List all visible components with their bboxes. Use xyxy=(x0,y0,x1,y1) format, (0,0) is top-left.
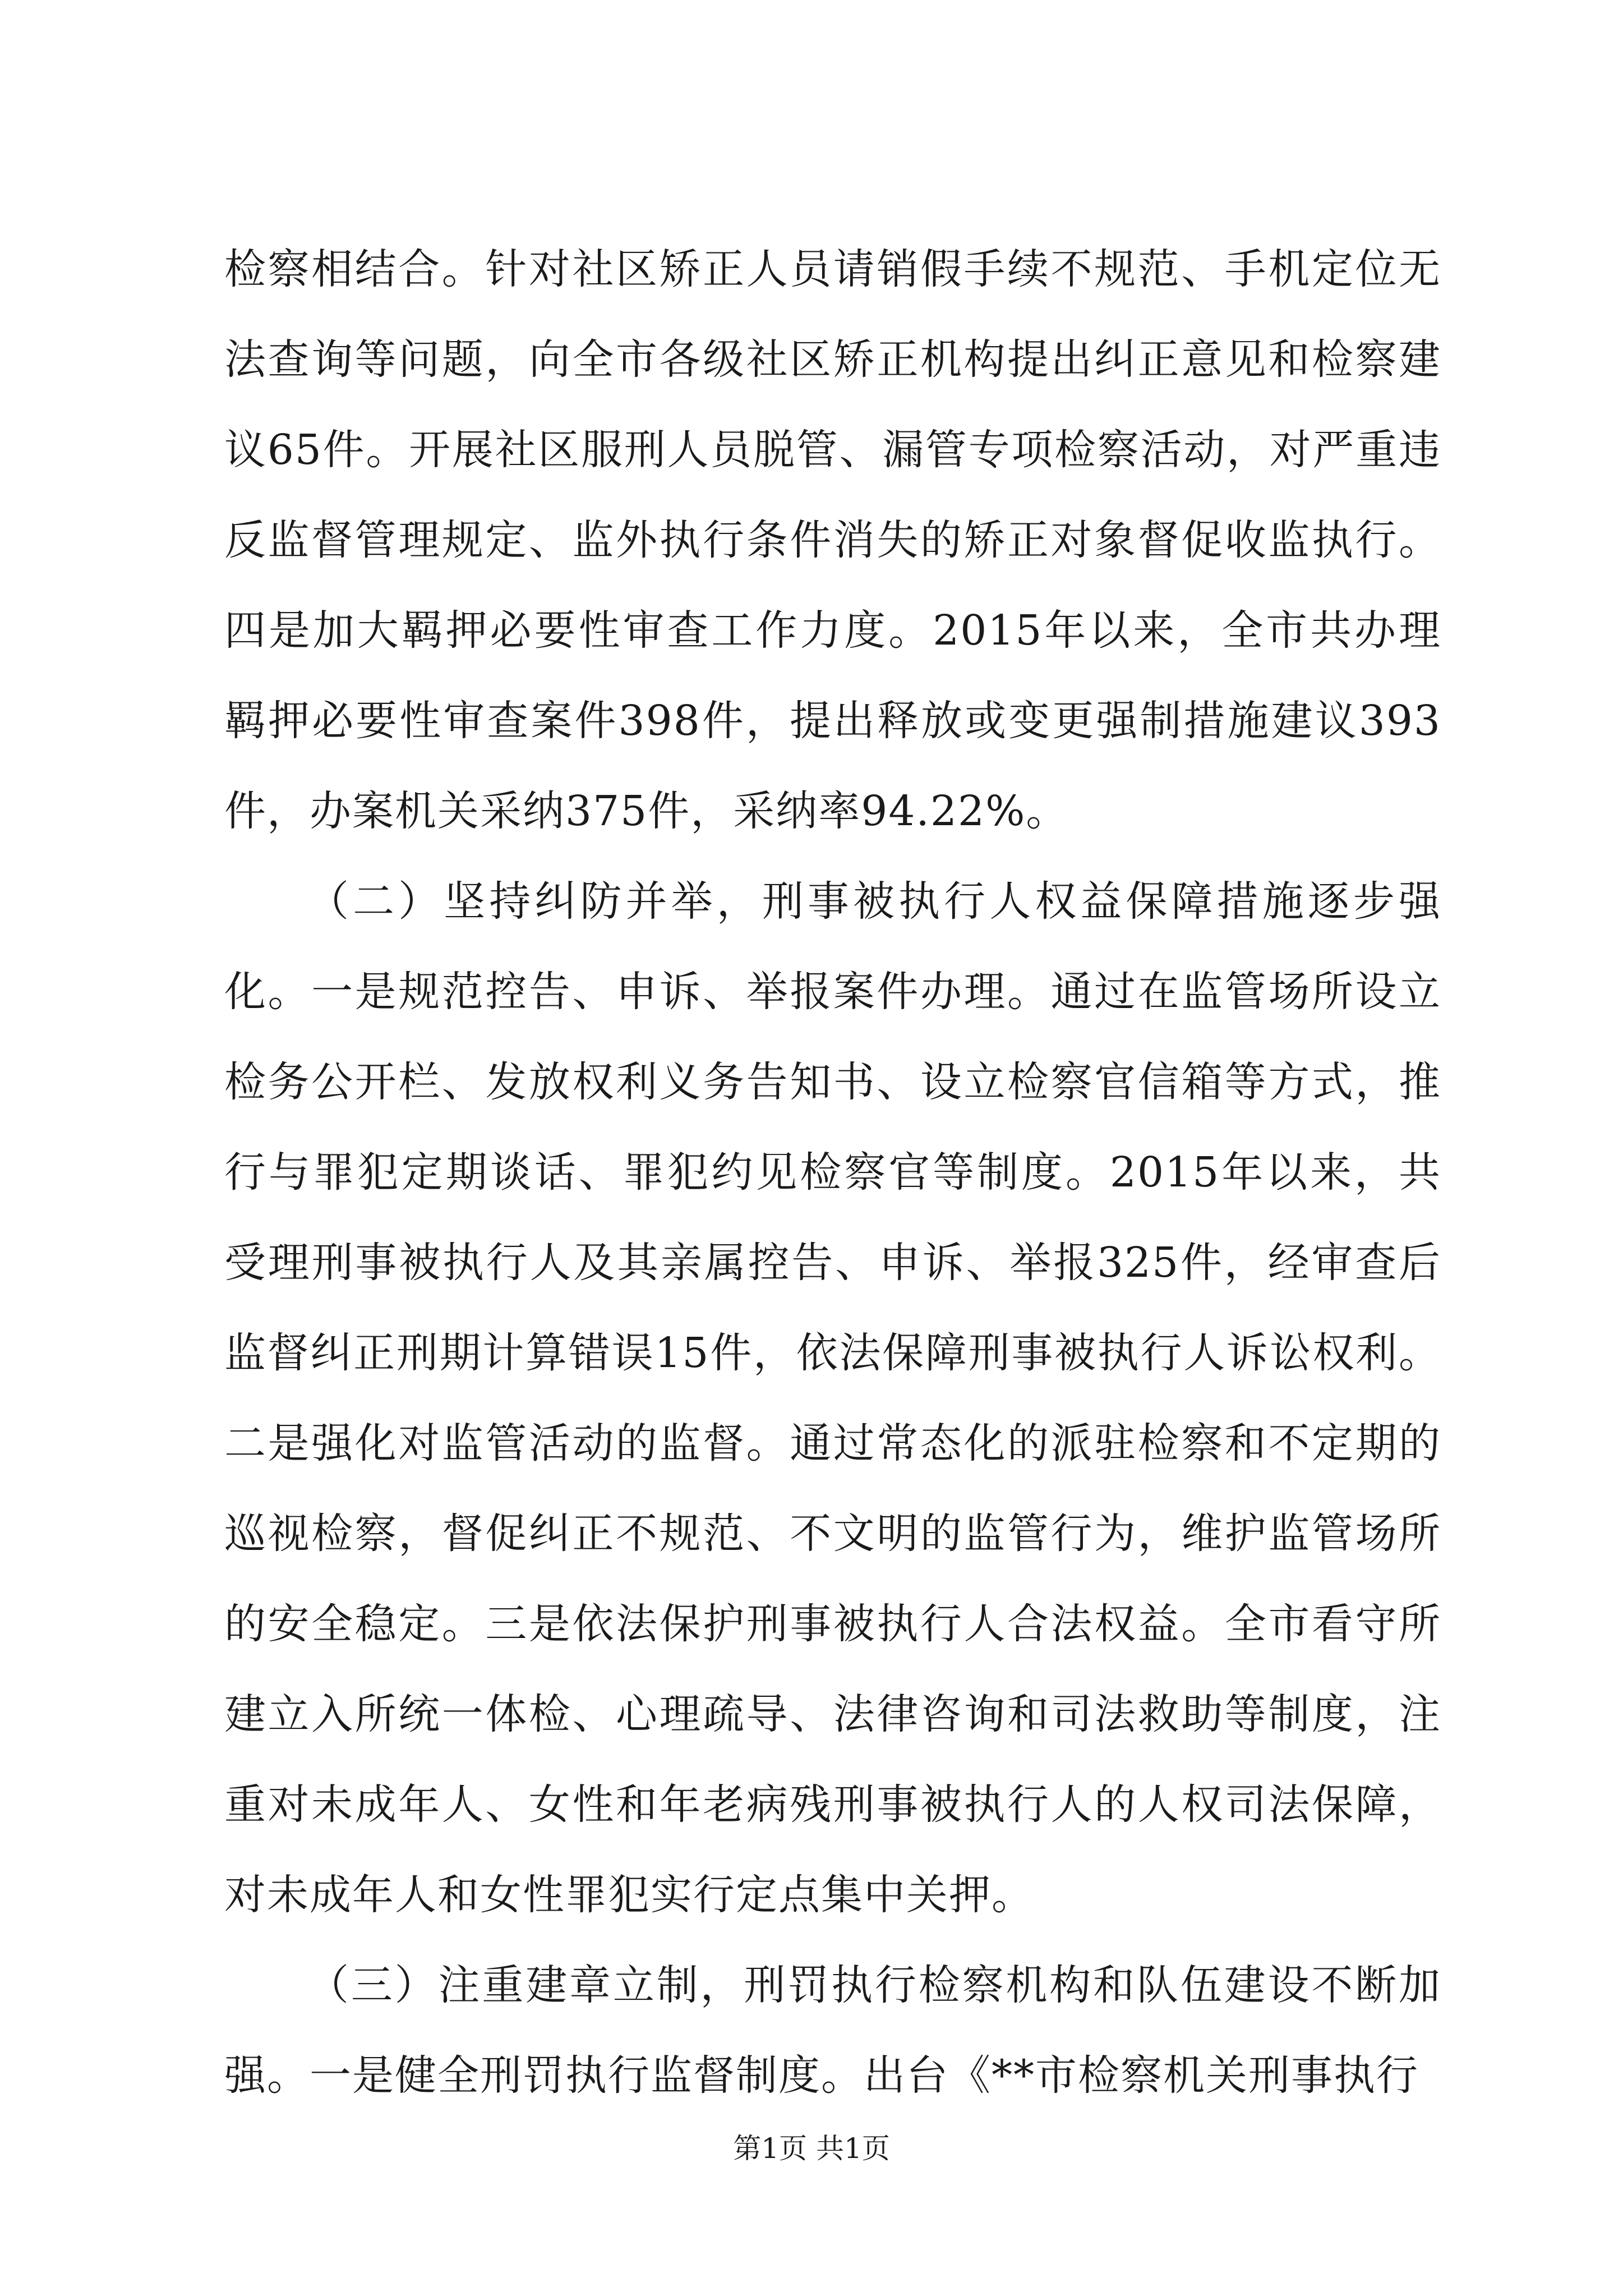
paragraph-3: （三）注重建章立制，刑罚执行检察机构和队伍建设不断加强。一是健全刑罚执行监督制度。出台《**市检察机关刑事执行 xyxy=(224,1961,1441,2100)
document-body xyxy=(224,224,1441,2121)
paragraph-2: （二）坚持纠防并举，刑事被执行人权益保障措施逐步强化。一是规范控告、申诉、举报案件办理。通过在监管场所设立检务公开栏、发放权利义务告知书、设立检察官信箱等方式，推行与罪犯定期谈话、罪犯约见检察官等制度。2015年以来，共受理刑事被执行人及其亲属控告、申诉、举报325件，经审查后监督纠正刑期计算错误15件，依法保障刑事被执行人诉讼权利。二是强化对监管活动的监督。通过常态化的派驻检察和不定期的巡视检察，督促纠正不规范、不文明的监管行为，维护监管场所的安全稳定。三是依法保护刑事被执行人合法权益。全市看守所建立入所统一体检、心理疏导、法律咨询和司法救助等制度，注重对未成年人、女性和年老病残刑事被执行人的人权司法保障，对未成年人和女性罪犯实行定点集中关押。 xyxy=(224,877,1441,1919)
page-footer: 第1页 共1页 xyxy=(733,2132,890,2165)
paragraph-1: 检察相结合。针对社区矫正人员请销假手续不规范、手机定位无法查询等问题，向全市各级社区矫正机构提出纠正意见和检察建议65件。开展社区服刑人员脱管、漏管专项检察活动，对严重违反监督管理规定、监外执行条件消失的矫正对象督促收监执行。四是加大羁押必要性审查工作力度。2015年以来，全市共办理羁押必要性审查案件398件，提出释放或变更强制措施建议393件，办案机关采纳375件，采纳率94.22%。 xyxy=(224,245,1441,835)
